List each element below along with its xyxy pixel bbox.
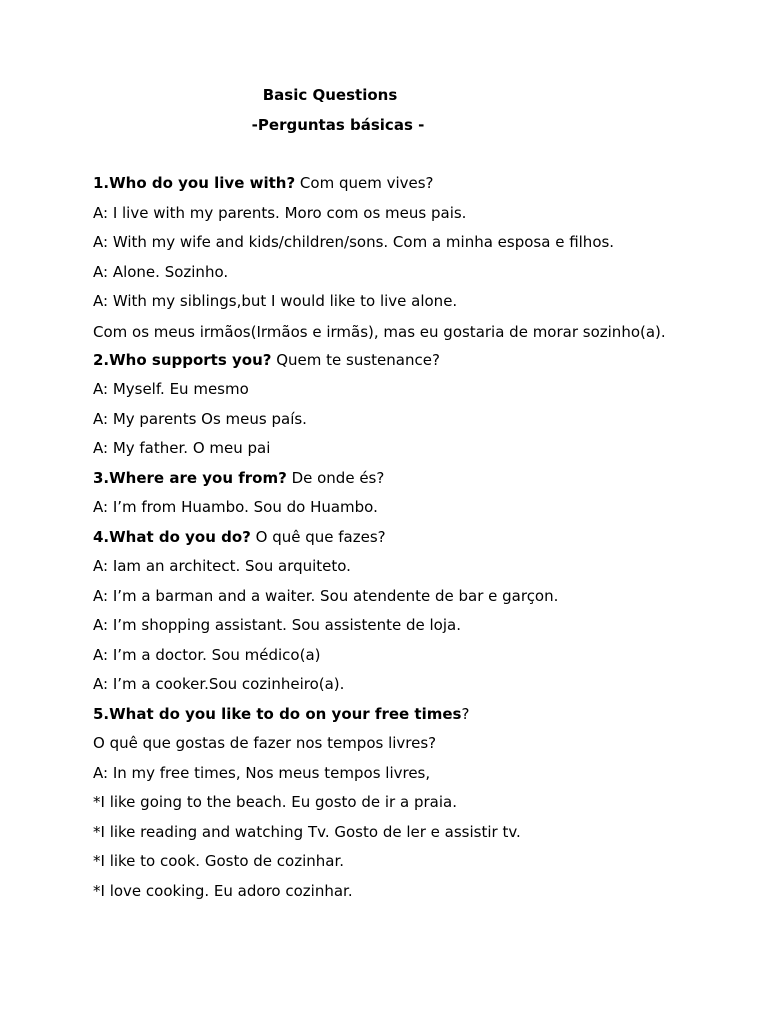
document-title: Basic Questions — [262, 86, 398, 104]
answer-line: A: With my wife and kids/children/sons. Com a minha esposa e filhos. — [93, 233, 615, 251]
question-translation: ? — [461, 704, 470, 723]
question-text: 2.Who supports you? — [93, 350, 272, 369]
question-line — [93, 351, 693, 370]
answer-line: O quê que gostas de fazer nos tempos livres? — [93, 734, 437, 752]
answer-line: A: I live with my parents. Moro com os meus pais. — [93, 203, 467, 222]
answer-line: A: I’m a barman and a waiter. Sou atendente de bar e garçon. — [93, 586, 559, 605]
question-line — [93, 528, 693, 547]
question-line — [93, 174, 693, 193]
answer-line: Com os meus irmãos(Irmãos e irmãs), mas eu gostaria de morar sozinho(a). — [93, 322, 666, 341]
answer-line: *I like going to the beach. Eu gosto de ir a praia. — [93, 793, 457, 811]
document-body — [93, 174, 693, 911]
document-subtitle: -Perguntas básicas - — [251, 116, 425, 134]
answer-line: A: Alone. Sozinho. — [93, 262, 229, 281]
answer-line: A: In my free times, Nos meus tempos livres, — [93, 763, 431, 782]
question-translation: Com quem vives? — [295, 174, 434, 192]
answer-line: *I like reading and watching Tv. Gosto de ler e assistir tv. — [93, 822, 521, 841]
answer-line: *I like to cook. Gosto de cozinhar. — [93, 852, 345, 870]
question-text: 1.Who do you live with? — [93, 174, 296, 192]
answer-line: A: I’m a cooker.Sou cozinheiro(a). — [93, 675, 345, 693]
answer-line: A: With my siblings,but I would like to live alone. — [93, 292, 458, 310]
question-text: 3.Where are you from? — [93, 468, 287, 487]
answer-line: A: I’m from Huambo. Sou do Huambo. — [93, 498, 378, 516]
question-translation: De onde és? — [286, 468, 385, 487]
question-line — [93, 469, 693, 488]
answer-line: A: My father. O meu pai — [93, 439, 271, 457]
question-translation: O quê que fazes? — [250, 527, 386, 546]
answer-line: A: Myself. Eu mesmo — [93, 380, 249, 398]
question-text: 4.What do you do? — [93, 527, 251, 546]
question-line — [93, 705, 693, 724]
question-text: 5.What do you like to do on your free times — [93, 704, 462, 723]
answer-line: *I love cooking. Eu adoro cozinhar. — [93, 881, 353, 900]
answer-line: A: My parents Os meus país. — [93, 409, 307, 428]
answer-line: A: I’m shopping assistant. Sou assistente de loja. — [93, 616, 461, 634]
answer-line: A: I’m a doctor. Sou médico(a) — [93, 645, 321, 664]
question-translation: Quem te sustenance? — [271, 350, 440, 369]
answer-line: A: Iam an architect. Sou arquiteto. — [93, 557, 351, 575]
